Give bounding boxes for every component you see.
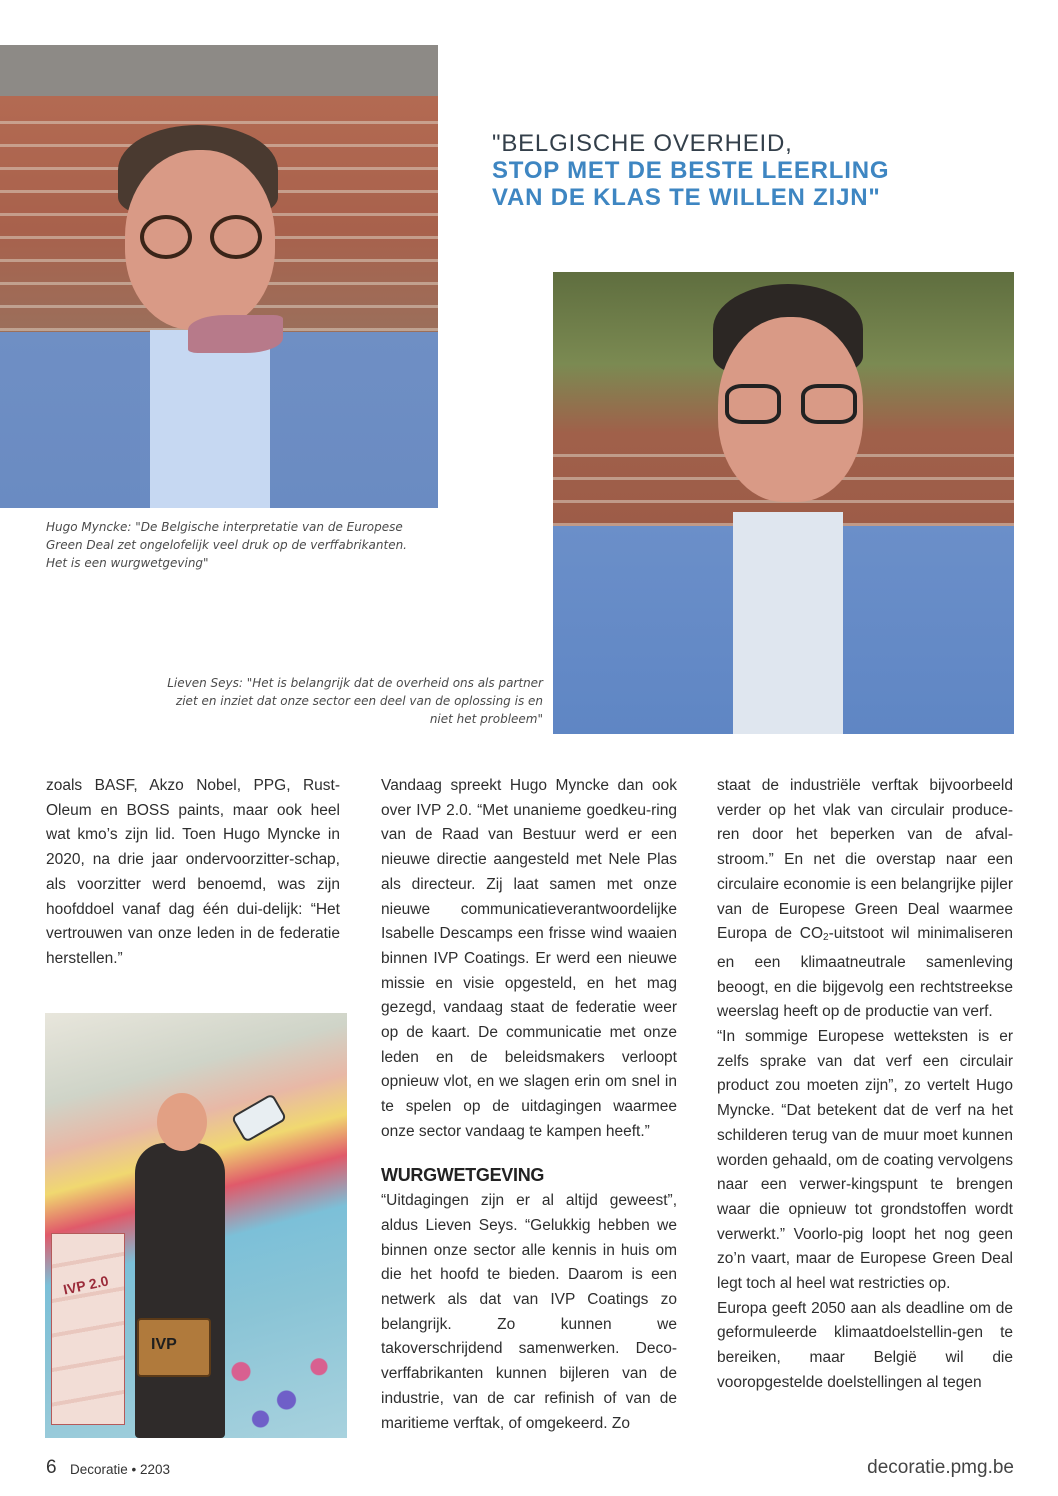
illustration-notes [51, 1233, 125, 1425]
page-number: 6 [46, 1457, 57, 1478]
paragraph: “Uitdagingen zijn er al altijd geweest”, aldus Lieven Seys. “Gelukkig hebben we binnen onze sector alle kennis in huis om die het hoofd te bieden. Daarom is een netwerk als dat van IVP Coatings zo belangrijk. Zo kunnen we takoverschrijdend samenwerken. Deco-verffabrikanten kunnen bijleren van de industrie, van de car refinish of van de maritieme verftak, of omgekeerd. Zo [381, 1192, 677, 1432]
glasses-left [140, 215, 192, 259]
paragraph: Europa geeft 2050 aan als deadline om de geformuleerde klimaatdoelstellin-gen te bereiken, maar België wil die vooropgestelde doelstellingen al tegen [717, 1299, 1013, 1391]
headline [492, 130, 962, 211]
bowtie [188, 315, 283, 353]
glasses-left [725, 384, 781, 424]
subheading: WURGWETGEVING [381, 1164, 545, 1185]
paragraph-text: -uitstoot wil minimaliseren en een klimaatneutrale samenleving beoogt, en die bijgevolg een rechtstreekse weerslag heeft op de productie van verf. [717, 925, 1013, 1021]
text-column-1 [46, 774, 340, 972]
photo-hugo-myncke [0, 45, 438, 508]
illustration-flowers [215, 1343, 345, 1438]
illustration-head [157, 1093, 207, 1151]
headline-line-1: "BELGISCHE OVERHEID, [492, 130, 793, 157]
illustration-briefcase [137, 1318, 211, 1377]
subscript: 2 [823, 932, 829, 944]
footer-url[interactable]: decoratie.pmg.be [867, 1457, 1014, 1478]
illustration-figure [135, 1143, 225, 1438]
text-column-3 [717, 774, 1013, 1396]
glasses-right [210, 215, 262, 259]
text-column-2 [381, 774, 677, 1436]
caption-hugo: Hugo Myncke: "De Belgische interpretatie van de Europese Green Deal zet ongelofelijk veel druk op de verffabrikanten. Het is een wurgwetgeving" [46, 520, 407, 570]
paragraph: “In sommige Europese wetteksten is er zelfs sprake van dat verf een circulair product zou moeten zijn”, zo vertelt Hugo Myncke. “Dat betekent dat de verf na het schilderen terug van de muur moet kunnen worden gehaald, om de coating vervolgens naar een verwer-kingspunt te brengen waar die opnieuw tot grondstoffen wordt verwerkt.” Voorlo-pig loopt het nog geen zo’n vaart, maar de Europese Green Deal legt toch al heel wat restricties op. [717, 1028, 1013, 1293]
illustration-cartoon [45, 1013, 347, 1438]
paint-roller-icon [231, 1093, 288, 1143]
paragraph [717, 774, 1013, 1025]
glasses-right [801, 384, 857, 424]
paragraph: zoals BASF, Akzo Nobel, PPG, Rust-Oleum en BOSS paints, maar ook heel wat kmo’s zijn lid. Toen Hugo Myncke in 2020, na drie jaar ondervoorzitter-schap, als voorzitter werd benoemd, was zijn hoofddoel vanaf dag één dui-delijk: “Het vertrouwen van onze leden in de federatie herstellen.” [46, 777, 340, 967]
headline-line-2: STOP MET DE BESTE LEERLING [492, 157, 890, 184]
paragraph: Vandaag spreekt Hugo Myncke dan ook over IVP 2.0. “Met unanieme goedkeu-ring van de Raad van Bestuur werd er een nieuwe directie aangesteld met Nele Plas als directeur. Zij laat samen met onze nieuwe communicatieverantwoordelijke Isabelle Descamps een frisse wind waaien binnen IVP Coatings. Er werd een nieuwe missie en visie opgesteld, en het mag gezegd, vandaag staat de federatie weer op de kaart. De communicatie met onze leden en de beleidsmakers verloopt opnieuw vlot, en we slagen erin om snel in te spelen op de uitdagingen waarmee onze sector vandaag te kampen heeft.” [381, 777, 677, 1140]
shirt [150, 330, 270, 508]
headline-line-3: VAN DE KLAS TE WILLEN ZIJN" [492, 184, 881, 211]
paragraph-text: staat de industriële verftak bijvoorbeeld verder op het vlak van circulair produce-ren door het beperken van de afval-stroom.” En net die overstap naar een circulaire economie is een belangrijke pijler van de Europese Green Deal waarmee Europa de CO [717, 777, 1013, 943]
briefcase-label: IVP [151, 1336, 177, 1353]
magazine-issue: Decoratie • 2203 [70, 1462, 171, 1477]
photo-lieven-seys [553, 272, 1014, 734]
caption-lieven: Lieven Seys: "Het is belangrijk dat de overheid ons als partner ziet en inziet dat onze sector een deel van de oplossing is en niet het probleem" [167, 676, 543, 726]
illustration-note-label: IVP 2.0 [61, 1272, 110, 1298]
shirt [733, 512, 843, 734]
